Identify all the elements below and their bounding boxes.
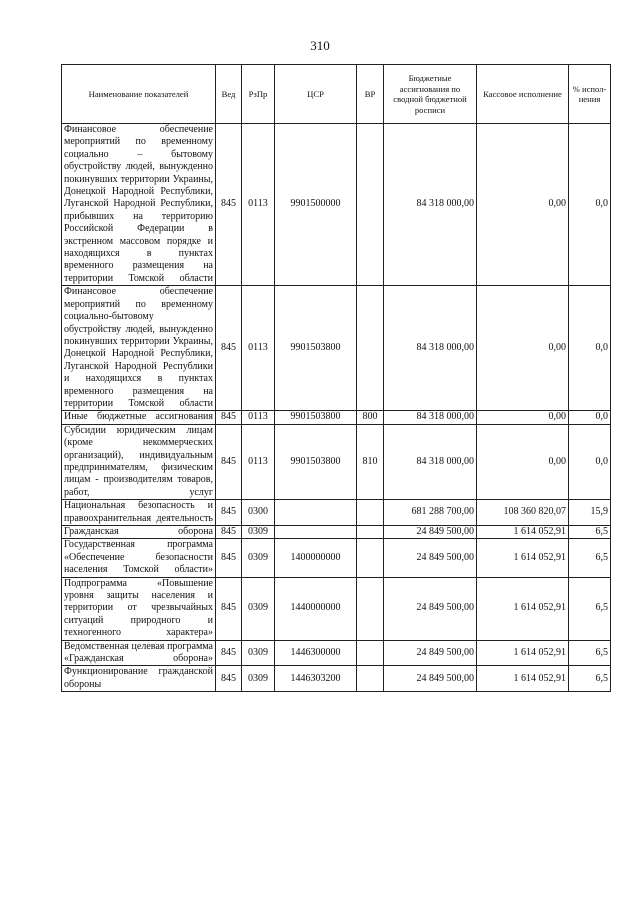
row-cash: 1 614 052,91 <box>477 539 569 577</box>
row-budget: 24 849 500,00 <box>384 526 477 539</box>
row-csr: 1400000000 <box>275 539 357 577</box>
row-ved: 845 <box>216 666 242 692</box>
row-ved: 845 <box>216 577 242 640</box>
row-budget: 84 318 000,00 <box>384 124 477 286</box>
row-csr <box>275 500 357 526</box>
row-vr <box>357 526 384 539</box>
row-cash: 1 614 052,91 <box>477 640 569 666</box>
row-name: Финансовое обеспечение мероприятий по временному социально-бытовому обустройству людей, вынужденно покинувших территории Украины, Донецкой Народной Республики, Луганской Народной Республики и находящихся в пунктах временного размещения на территории Томской области <box>62 286 216 411</box>
row-budget: 84 318 000,00 <box>384 286 477 411</box>
row-ved: 845 <box>216 640 242 666</box>
row-budget: 84 318 000,00 <box>384 411 477 424</box>
header-rzpr: РзПр <box>242 65 275 124</box>
row-ved: 845 <box>216 539 242 577</box>
row-vr: 800 <box>357 411 384 424</box>
row-percent: 0,0 <box>569 286 611 411</box>
row-csr: 9901503800 <box>275 424 357 499</box>
row-rzpr: 0309 <box>242 640 275 666</box>
row-percent: 0,0 <box>569 124 611 286</box>
row-csr: 1446300000 <box>275 640 357 666</box>
row-csr: 1446303200 <box>275 666 357 692</box>
row-vr <box>357 500 384 526</box>
row-cash: 0,00 <box>477 411 569 424</box>
row-ved: 845 <box>216 411 242 424</box>
page-number: 310 <box>310 38 330 53</box>
row-budget: 24 849 500,00 <box>384 666 477 692</box>
table-row <box>62 666 611 692</box>
row-ved: 845 <box>216 124 242 286</box>
header-budget: Бюджетные ассигнования по сводной бюджетной росписи <box>384 65 477 124</box>
row-rzpr: 0300 <box>242 500 275 526</box>
row-cash: 0,00 <box>477 424 569 499</box>
row-csr <box>275 526 357 539</box>
row-csr: 9901500000 <box>275 124 357 286</box>
row-percent: 0,0 <box>569 411 611 424</box>
table-header-row <box>62 65 611 124</box>
row-ved: 845 <box>216 424 242 499</box>
header-name: Наименование показателей <box>62 65 216 124</box>
row-vr <box>357 539 384 577</box>
row-name: Субсидии юридическим лицам (кроме некоммерческих организаций), индивидуальным предпринимателям, физическим лицам - производителям товаров, работ, услуг <box>62 424 216 499</box>
row-vr <box>357 124 384 286</box>
row-budget: 84 318 000,00 <box>384 424 477 499</box>
row-percent: 6,5 <box>569 539 611 577</box>
header-csr: ЦСР <box>275 65 357 124</box>
row-cash: 1 614 052,91 <box>477 577 569 640</box>
row-cash: 1 614 052,91 <box>477 526 569 539</box>
row-vr <box>357 666 384 692</box>
row-percent: 6,5 <box>569 666 611 692</box>
row-name: Функционирование гражданской обороны <box>62 666 216 692</box>
row-csr: 9901503800 <box>275 286 357 411</box>
row-vr <box>357 286 384 411</box>
budget-execution-table <box>61 64 611 692</box>
row-ved: 845 <box>216 500 242 526</box>
table-row <box>62 640 611 666</box>
row-percent: 6,5 <box>569 640 611 666</box>
table-row <box>62 500 611 526</box>
header-ved: Вед <box>216 65 242 124</box>
row-name: Ведомственная целевая программа «Гражданская оборона» <box>62 640 216 666</box>
row-vr <box>357 640 384 666</box>
row-rzpr: 0309 <box>242 539 275 577</box>
row-csr: 9901503800 <box>275 411 357 424</box>
table-row <box>62 411 611 424</box>
row-percent: 15,9 <box>569 500 611 526</box>
row-name: Иные бюджетные ассигнования <box>62 411 216 424</box>
row-rzpr: 0113 <box>242 124 275 286</box>
row-percent: 6,5 <box>569 526 611 539</box>
header-vr: ВР <box>357 65 384 124</box>
row-vr: 810 <box>357 424 384 499</box>
header-cash: Кассовое исполнение <box>477 65 569 124</box>
row-percent: 6,5 <box>569 577 611 640</box>
table-row <box>62 526 611 539</box>
row-csr: 1440000000 <box>275 577 357 640</box>
table-row <box>62 124 611 286</box>
table-row <box>62 539 611 577</box>
row-budget: 681 288 700,00 <box>384 500 477 526</box>
table-row <box>62 424 611 499</box>
row-name: Национальная безопасность и правоохранительная деятельность <box>62 500 216 526</box>
row-name: Финансовое обеспечение мероприятий по временному социально – бытовому обустройству людей, вынужденно покинувших территории Украины, Донецкой Народной Республики, Луганской Народной Республики, прибывших на территорию Российской Федерации в экстренном массовом порядке и находящихся в пунктах временного размещения на территории Томской области <box>62 124 216 286</box>
row-percent: 0,0 <box>569 424 611 499</box>
row-cash: 108 360 820,07 <box>477 500 569 526</box>
header-percent: % испол-нения <box>569 65 611 124</box>
row-rzpr: 0309 <box>242 577 275 640</box>
row-rzpr: 0113 <box>242 424 275 499</box>
row-vr <box>357 577 384 640</box>
row-ved: 845 <box>216 286 242 411</box>
row-cash: 0,00 <box>477 286 569 411</box>
row-ved: 845 <box>216 526 242 539</box>
row-name: Государственная программа «Обеспечение безопасности населения Томской области» <box>62 539 216 577</box>
row-rzpr: 0309 <box>242 526 275 539</box>
row-rzpr: 0309 <box>242 666 275 692</box>
table-row <box>62 286 611 411</box>
row-cash: 1 614 052,91 <box>477 666 569 692</box>
row-name: Гражданская оборона <box>62 526 216 539</box>
row-budget: 24 849 500,00 <box>384 577 477 640</box>
row-rzpr: 0113 <box>242 411 275 424</box>
row-name: Подпрограмма «Повышение уровня защиты населения и территории от чрезвычайных ситуаций природного и техногенного характера» <box>62 577 216 640</box>
row-budget: 24 849 500,00 <box>384 640 477 666</box>
row-rzpr: 0113 <box>242 286 275 411</box>
row-cash: 0,00 <box>477 124 569 286</box>
table-row <box>62 577 611 640</box>
row-budget: 24 849 500,00 <box>384 539 477 577</box>
